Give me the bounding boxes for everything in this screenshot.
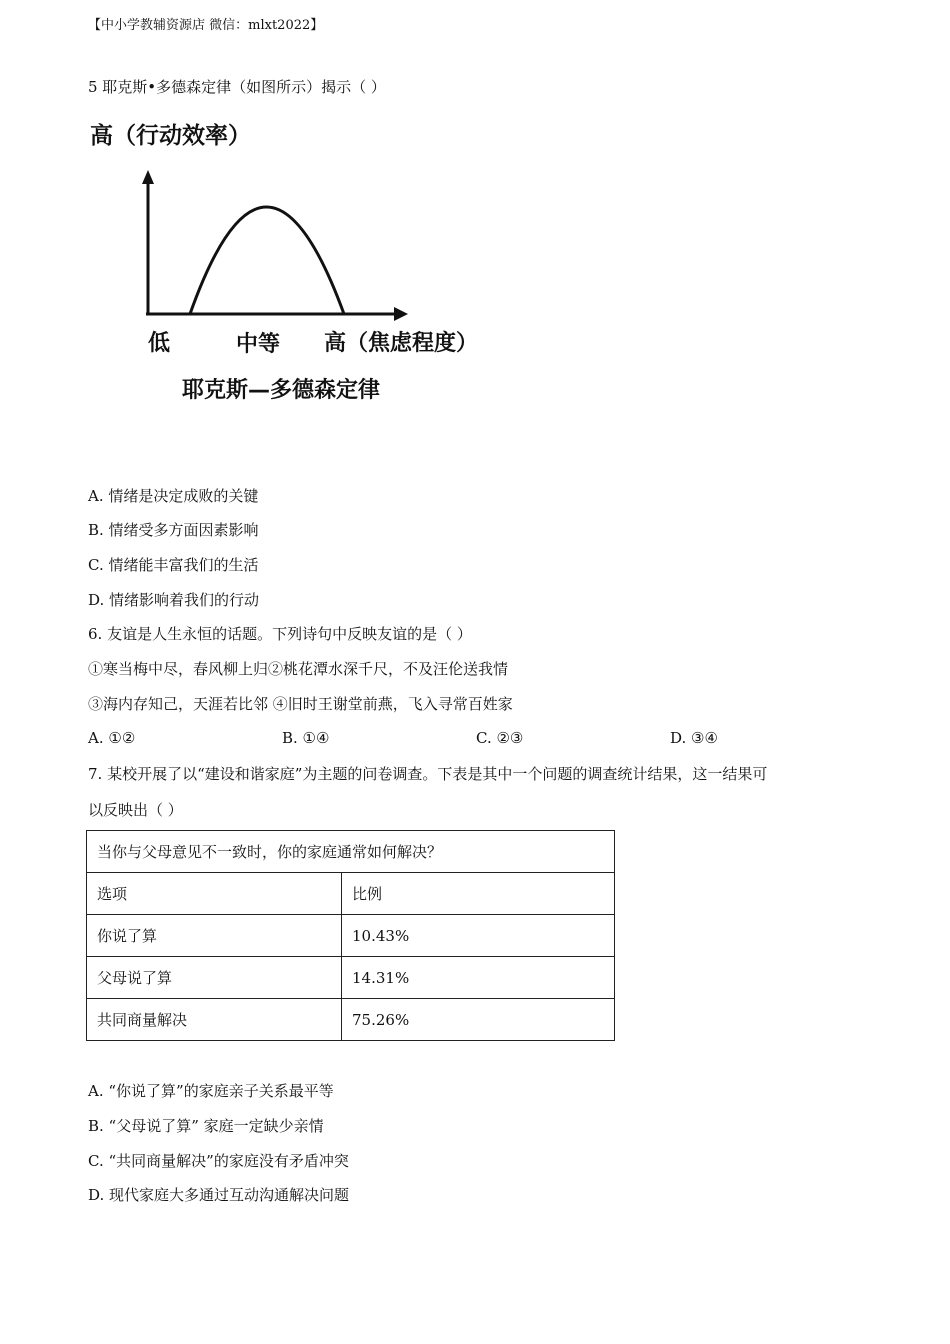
x-label-low: 低 (148, 331, 171, 356)
x-axis-arrow (394, 307, 408, 321)
x-label-mid: 中等 (236, 332, 281, 357)
table-cell-option: 共同商量解决 (87, 999, 342, 1041)
q6-option-b: B. ①④ (282, 729, 330, 747)
table-cell-option: 你说了算 (87, 915, 342, 957)
q7-option-c: C. “共同商量解决”的家庭没有矛盾冲突 (88, 1152, 349, 1170)
table-cell-ratio: 14.31% (342, 957, 615, 999)
table-header-row (87, 873, 615, 915)
q6-option-a: A. ①② (88, 729, 136, 747)
table-row (87, 999, 615, 1041)
table-cell-option: 父母说了算 (87, 957, 342, 999)
q5-option-d: D. 情绪影响着我们的行动 (88, 591, 260, 609)
q7-option-a: A. “你说了算”的家庭亲子关系最平等 (88, 1082, 334, 1100)
table-header-option: 选项 (87, 873, 342, 915)
y-axis-label: 高（行动效率） (90, 123, 251, 149)
table-question: 当你与父母意见不一致时，你的家庭通常如何解决？ (87, 831, 615, 873)
q7-option-b: B. “父母说了算” 家庭一定缺少亲情 (88, 1117, 324, 1135)
table-row (87, 957, 615, 999)
table-question-row (87, 831, 615, 873)
q5-option-c: C. 情绪能丰富我们的生活 (88, 556, 259, 574)
q5-option-b: B. 情绪受多方面因素影响 (88, 521, 259, 539)
table-header-ratio: 比例 (342, 873, 615, 915)
yerkes-dodson-figure (88, 110, 508, 420)
y-axis-arrow (142, 170, 154, 184)
table-cell-ratio: 75.26% (342, 999, 615, 1041)
question-6-stem: 6. 友谊是人生永恒的话题。下列诗句中反映友谊的是（ ） (88, 625, 472, 643)
survey-table (86, 830, 615, 1041)
x-label-high: 高（焦虑程度） (324, 331, 479, 356)
question-6-line-2: ③海内存知己，天涯若比邻 ④旧时王谢堂前燕，飞入寻常百姓家 (88, 695, 513, 713)
question-7-stem-line-1: 7. 某校开展了以“建设和谐家庭”为主题的问卷调查。下表是其中一个问题的调查统计结果，这一结果可 (88, 765, 768, 783)
performance-curve (190, 207, 344, 314)
q6-option-d: D. ③④ (670, 729, 718, 747)
yerkes-dodson-chart (88, 110, 508, 420)
table-cell-ratio: 10.43% (342, 915, 615, 957)
q7-option-d: D. 现代家庭大多通过互动沟通解决问题 (88, 1186, 350, 1204)
question-6-line-1: ①寒当梅中尽，春风柳上归②桃花潭水深千尺，不及汪伦送我情 (88, 660, 509, 678)
q5-option-a: A. 情绪是决定成败的关键 (88, 487, 259, 505)
figure-caption: 耶克斯—多德森定律 (182, 378, 381, 403)
table-row (87, 915, 615, 957)
question-5-stem: 5 耶克斯•多德森定律（如图所示）揭示（ ） (88, 78, 386, 96)
question-7-stem-line-2: 以反映出（ ） (88, 801, 183, 819)
q6-option-c: C. ②③ (476, 729, 524, 747)
page-header: 【中小学教辅资源店 微信：mlxt2022】 (88, 18, 324, 33)
